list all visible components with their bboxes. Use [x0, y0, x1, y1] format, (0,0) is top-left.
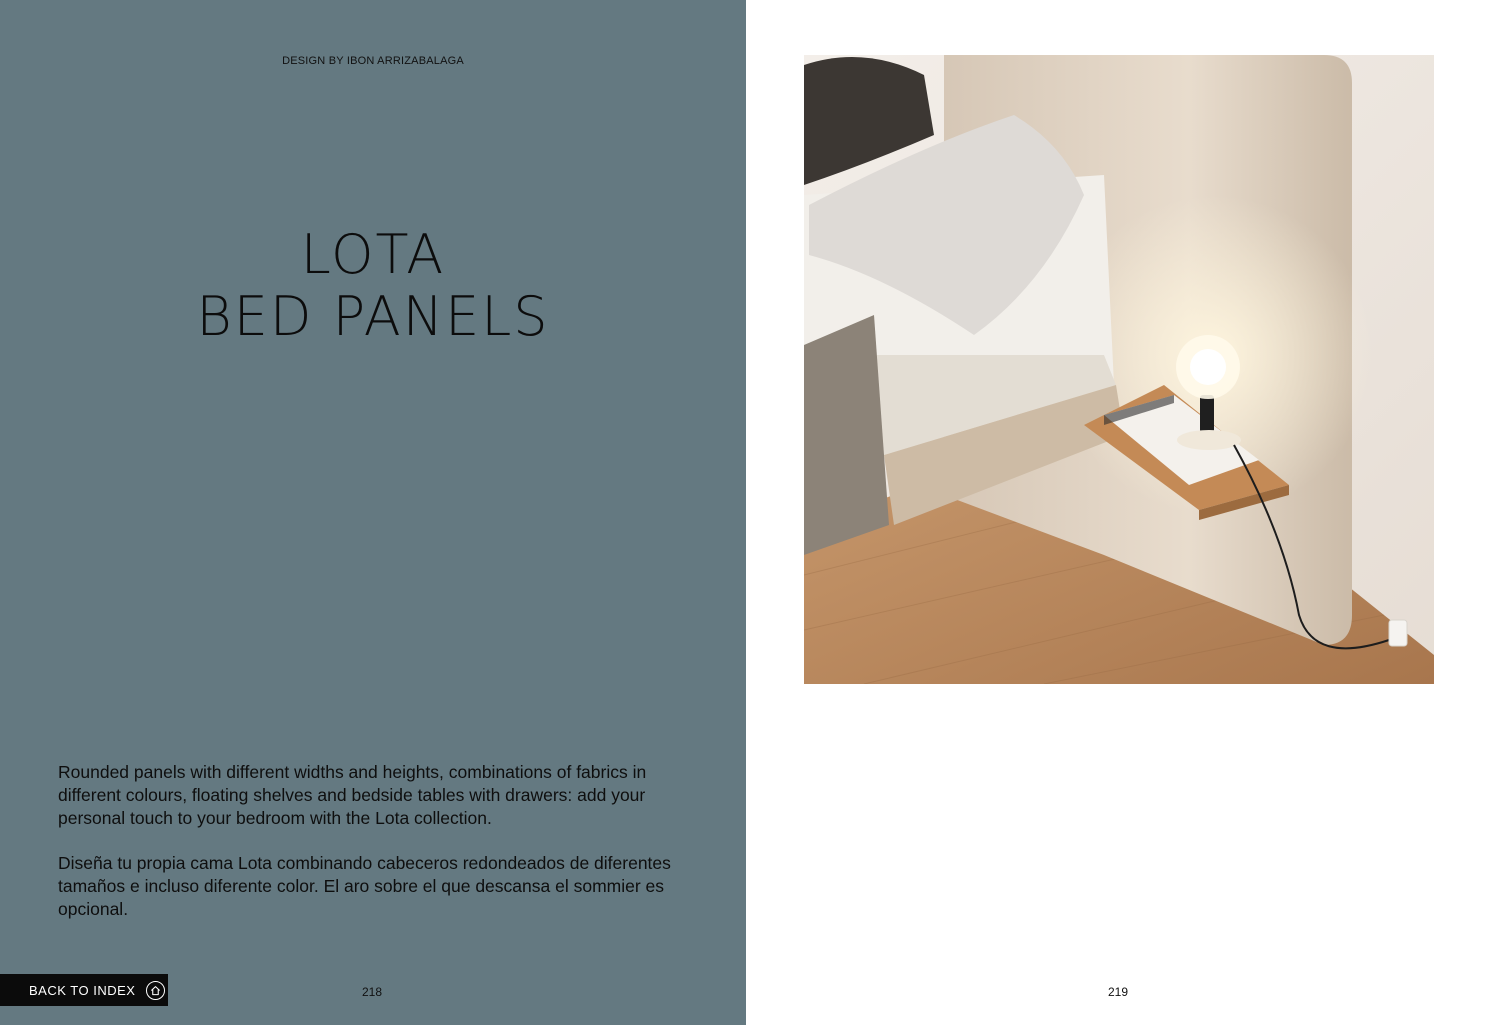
design-credit: DESIGN BY IBON ARRIZABALAGA	[282, 55, 464, 67]
title-line-2: BED PANELS	[196, 285, 550, 348]
right-page	[746, 0, 1491, 1025]
description-english: Rounded panels with different widths and heights, combinations of fabrics in different colours, floating shelves and bedside tables with drawers: add your personal touch to your bedroom with the Lota collection.	[58, 762, 647, 828]
title-line-1: LOTA	[300, 223, 446, 286]
page-number-left: 218	[361, 985, 383, 999]
page-number-right: 219	[1107, 985, 1129, 999]
page-title	[0, 224, 746, 348]
back-to-index-label: BACK TO INDEX	[29, 982, 136, 998]
description-spanish: Diseña tu propia cama Lota combinando cabeceros redondeados de diferentes tamaños e incluso diferente color. El aro sobre el que descansa el sommier es opcional.	[58, 853, 671, 919]
home-icon	[146, 981, 165, 1000]
back-to-index-button[interactable]	[0, 974, 168, 1006]
bed-photo	[804, 55, 1434, 684]
